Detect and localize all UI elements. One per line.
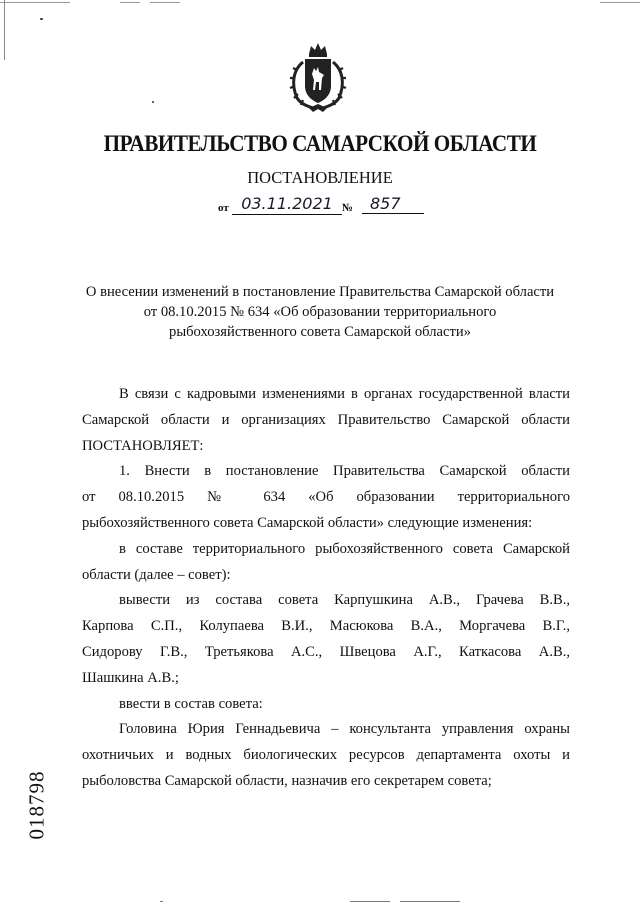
subject-line: О внесении изменений в постановление Правительства Самарской области (85, 284, 555, 300)
scan-left-edge (4, 0, 5, 60)
decree-number: 857 (362, 194, 424, 214)
decree-title: ПОСТАНОВЛЕНИЕ (247, 168, 393, 187)
body-line: Головина Юрия Геннадьевича – консультанта управления охраны (119, 721, 570, 738)
government-title: ПРАВИТЕЛЬСТВО САМАРСКОЙ ОБЛАСТИ (103, 131, 537, 156)
body-line: ввести в состав совета: (119, 695, 263, 712)
body-line: ПОСТАНОВЛЯЕТ: (82, 437, 204, 454)
decree-date: 03.11.2021 (232, 194, 342, 215)
body-line: рыболовства Самарской области, назначив его секретарем совета; (82, 772, 492, 789)
number-prefix: № (342, 202, 354, 214)
body-line: Сидорову Г.В., Третьякова А.С., Швецова А.Г., Каткасова А.В., (82, 643, 570, 660)
body-line: В связи с кадровыми изменениями в органах государственной власти (119, 386, 570, 402)
subject-line: от 08.10.2015 № 634 «Об образовании территориального (143, 304, 497, 320)
decree-subject (60, 282, 580, 342)
serial-number-text: 018798 (24, 770, 49, 840)
decree-body (82, 382, 570, 795)
body-line: в составе территориального рыбохозяйственного совета Самарской (119, 540, 570, 557)
body-line: области (далее – совет): (82, 566, 231, 583)
body-line: вывести из состава совета Карпушкина А.В., Грачева В.В., (119, 592, 570, 609)
subject-line: рыбохозяйственного совета Самарской области» (169, 324, 471, 340)
body-line: 1. Внести в постановление Правительства Самарской области (119, 463, 570, 480)
body-line: охотничьих и водных биологических ресурсов департамента охоты и (82, 747, 570, 764)
body-line: рыбохозяйственного совета Самарской области» следующие изменения: (82, 514, 533, 531)
coat-of-arms-icon (283, 40, 353, 114)
date-prefix: от (218, 202, 229, 214)
body-line: Шашкина А.В.; (82, 669, 179, 686)
body-line: от 08.10.2015 № 634 «Об образовании территориального (82, 489, 570, 506)
body-line: Карпова С.П., Колупаева В.И., Масюкова В.А., Моргачева В.Г., (82, 618, 570, 635)
decree-date-number (218, 194, 428, 218)
scan-speck (40, 18, 43, 20)
scan-top-edge (0, 0, 640, 6)
body-line: Самарской области и организациях Правительство Самарской области (82, 411, 570, 428)
scan-speck (152, 101, 154, 103)
scan-bottom-edge (160, 897, 490, 903)
serial-number (22, 760, 52, 850)
